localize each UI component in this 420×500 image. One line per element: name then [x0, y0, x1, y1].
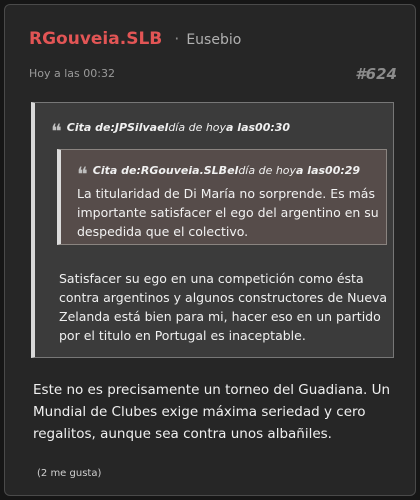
quote-day: día de hoy — [238, 164, 297, 177]
forum-post — [4, 4, 416, 496]
outer-quote-header — [51, 118, 291, 143]
quote-icon: ❝ — [77, 161, 88, 186]
quote-el: el — [157, 121, 169, 134]
header-separator: · — [174, 29, 180, 48]
inner-quote-header — [77, 161, 361, 186]
post-header — [29, 29, 241, 49]
user-rank: Eusebio — [186, 32, 242, 48]
quote-icon: ❝ — [51, 118, 62, 143]
post-number-link[interactable]: #624 — [355, 65, 397, 83]
quote-el: el — [227, 164, 239, 177]
quote-hour: 00:30 — [255, 121, 291, 134]
inner-quote — [57, 149, 387, 245]
outer-quote — [31, 102, 394, 358]
quote-user-link[interactable]: JPSilva — [114, 121, 158, 134]
post-time: Hoy a las 00:32 — [29, 67, 115, 80]
quote-prefix: Cita de: — [66, 121, 115, 134]
likes-link[interactable]: (2 me gusta) — [37, 468, 102, 479]
outer-quote-text: Satisfacer su ego en una competición como ésta contra argentinos y algunos constructores de Nueva Zelanda está bien para mi, hacer eso en un partido por el titulo en Portugal es inaceptable. — [59, 271, 388, 343]
post-body: Este no es precisamente un torneo del Guadiana. Un Mundial de Clubes exige máxima seriedad y cero regalitos, aunque sea contra unos albañiles. — [33, 382, 391, 442]
quote-hour: 00:29 — [325, 164, 361, 177]
quote-a-las: a las — [296, 164, 326, 177]
quote-prefix: Cita de: — [92, 164, 141, 177]
quote-a-las: a las — [226, 121, 256, 134]
inner-quote-text: La titularidad de Di María no sorprende. Es más importante satisfacer el ego del argentino en su despedida que el colectivo. — [77, 186, 379, 239]
author-link[interactable]: RGouveia.SLB — [29, 29, 163, 49]
quote-user-link[interactable]: RGouveia.SLB — [140, 164, 228, 177]
quote-day: día de hoy — [168, 121, 227, 134]
